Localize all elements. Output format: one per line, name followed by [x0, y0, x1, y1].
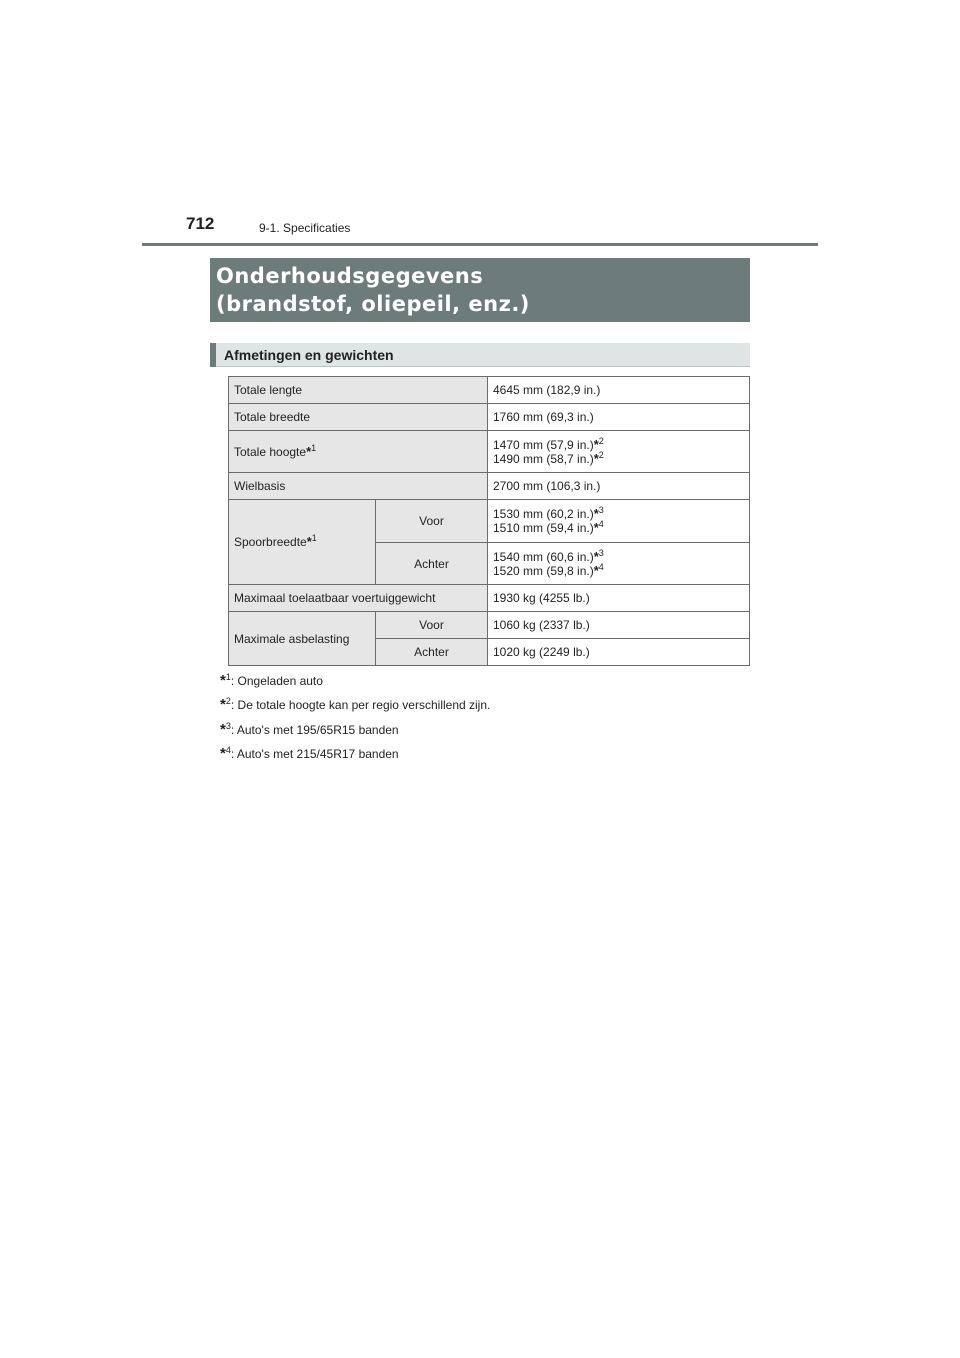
- page-title-line-2: (brandstof, oliepeil, enz.): [216, 292, 530, 316]
- footnote-ref: 1: [311, 533, 317, 543]
- table-row: [229, 612, 750, 639]
- footnote-ref: 3: [598, 547, 604, 558]
- page-title: [210, 258, 750, 322]
- row-value: 1760 mm (69,3 in.): [488, 404, 750, 431]
- row-value: 4645 mm (182,9 in.): [488, 377, 750, 404]
- table-row: [229, 377, 750, 404]
- footnote-ref: 4: [598, 561, 604, 572]
- row-value: 1060 kg (2337 lb.): [488, 612, 750, 639]
- asterisk-icon: *: [593, 506, 599, 521]
- page-title-line-1: Onderhoudsgegevens: [216, 264, 484, 288]
- row-value: 1540 mm (60,6 in.)*$^3$ 1520 mm (59,8 in.)*$^4$: [488, 543, 750, 585]
- table-row: [229, 473, 750, 500]
- row-label: Totale lengte: [229, 377, 488, 404]
- asterisk-icon: *: [306, 534, 312, 549]
- footnote-text: : De totale hoogte kan per regio verschillend zijn.: [230, 698, 491, 713]
- row-label: Totale hoogte*$^1$: [229, 431, 488, 473]
- table-row: [229, 585, 750, 612]
- dimensions-weights-table: [228, 376, 750, 666]
- asterisk-icon: *: [593, 450, 599, 466]
- footnote-number: 2: [225, 696, 231, 707]
- asterisk-icon: *: [220, 744, 226, 762]
- row-value: 1020 kg (2249 lb.): [488, 639, 750, 666]
- footnote-text: : Auto's met 195/65R15 banden: [230, 722, 399, 737]
- footnote-ref: 3: [598, 505, 604, 515]
- table-row: [229, 404, 750, 431]
- row-sublabel: Voor: [376, 500, 488, 543]
- row-value: 1470 mm (57,9 in.)*$^2$ 1490 mm (58,7 in.)*$^2$: [488, 431, 750, 473]
- asterisk-icon: *: [593, 436, 599, 452]
- row-sublabel: Achter: [376, 639, 488, 666]
- asterisk-icon: *: [220, 672, 226, 689]
- footnote-number: 4: [225, 744, 231, 755]
- row-label: Spoorbreedte*$^1$: [229, 500, 376, 585]
- asterisk-icon: *: [306, 443, 312, 459]
- subheading-accent-bar: [210, 343, 216, 367]
- header-divider: [142, 243, 818, 246]
- footnote-ref: 1: [311, 442, 317, 453]
- asterisk-icon: *: [593, 520, 599, 535]
- footnote-text: : Auto's met 215/45R17 banden: [230, 746, 399, 761]
- page-number: 712: [186, 214, 215, 233]
- row-value: 1530 mm (60,2 in.)*$^3$ 1510 mm (59,4 in.)*$^4$: [488, 500, 750, 543]
- footnote-text: : Ongeladen auto: [230, 674, 323, 688]
- footnotes: [220, 672, 490, 769]
- footnote-ref: 4: [598, 519, 604, 529]
- asterisk-icon: *: [593, 562, 599, 578]
- section-label: 9-1. Specificaties: [259, 221, 351, 235]
- asterisk-icon: *: [593, 548, 599, 564]
- footnote-number: 3: [225, 720, 231, 731]
- subheading-text: Afmetingen en gewichten: [224, 347, 394, 363]
- footnote-item: [220, 696, 490, 720]
- asterisk-icon: *: [220, 720, 226, 738]
- row-value: 2700 mm (106,3 in.): [488, 473, 750, 500]
- table-row: [229, 431, 750, 473]
- row-label: Totale breedte: [229, 404, 488, 431]
- row-label: Maximaal toelaatbaar voertuiggewicht: [229, 585, 488, 612]
- asterisk-icon: *: [220, 696, 226, 714]
- footnote-item: [220, 721, 490, 745]
- row-sublabel: Achter: [376, 543, 488, 585]
- footnote-item: [220, 745, 490, 769]
- section-subheading: [210, 343, 750, 367]
- row-value: 1930 kg (4255 lb.): [488, 585, 750, 612]
- row-label: Wielbasis: [229, 473, 488, 500]
- table-row: [229, 500, 750, 543]
- footnote-item: [220, 672, 490, 696]
- footnote-ref: 2: [598, 435, 604, 446]
- row-label: Maximale asbelasting: [229, 612, 376, 666]
- footnote-number: 1: [225, 672, 231, 682]
- footnote-ref: 2: [598, 449, 604, 460]
- row-sublabel: Voor: [376, 612, 488, 639]
